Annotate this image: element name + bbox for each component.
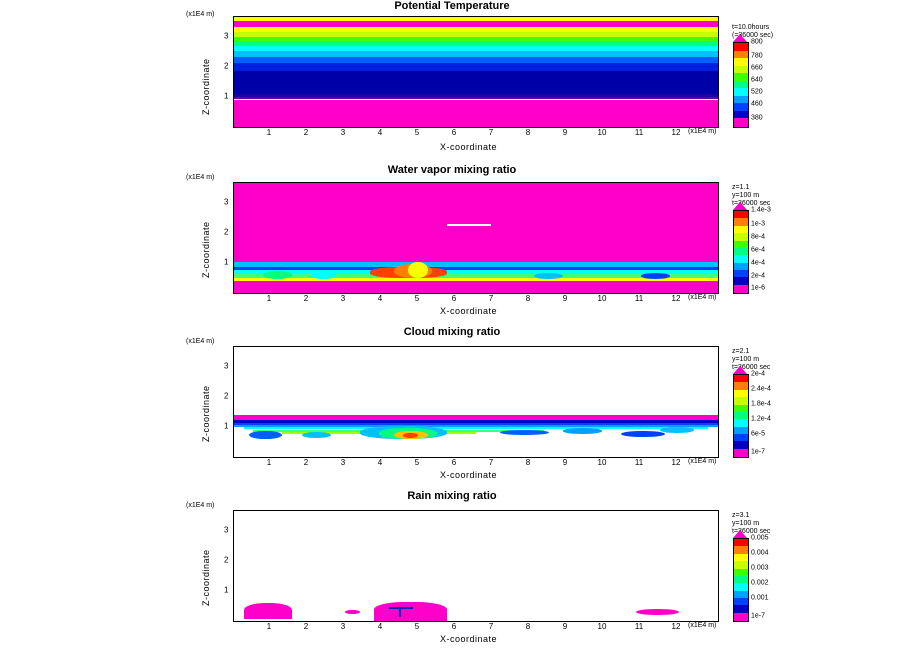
colorbar-meta-line2: (=36000 sec) <box>732 32 774 39</box>
grid-dots <box>234 511 718 621</box>
colorbar-arrow-up <box>733 34 747 42</box>
x-axis-label: X-coordinate <box>440 470 498 480</box>
plot-area-potential-temperature <box>233 16 719 128</box>
panel-water-vapor: Water vapor mixing ratio (x1E4 m) Z-coordinate 1 2 3 4 5 6 7 8 9 10 11 12 1 2 3 (x1E4 m) X-coordinate z=1.1 y=100 m t=36000 sec 1.4e-3 1e-3 8e-4 6e-4 4e-4 2e-4 1e-6 <box>0 160 904 322</box>
colorbar-arrow-up <box>733 366 747 374</box>
colorbar-meta-line1: z=3.1 <box>732 512 750 519</box>
colorbar-arrow-up <box>733 202 747 210</box>
colorbar-meta-line2: y=100 m <box>732 356 760 363</box>
y-unit-label: (x1E4 m) <box>186 174 215 181</box>
panel-title: Cloud mixing ratio <box>403 326 501 338</box>
y-unit-label: (x1E4 m) <box>186 338 215 345</box>
panel-title: Rain mixing ratio <box>407 490 497 502</box>
panel-cloud-mixing-ratio: Cloud mixing ratio (x1E4 m) Z-coordinate 1 2 3 4 5 6 7 8 9 10 11 12 1 2 3 (x1E4 m) X-coordinate z=2.1 y=100 m t=36000 sec 2e-4 2.4e-4 1.8e-4 1.2e-4 6e-5 1e-7 <box>0 322 904 488</box>
colorbar-meta-line1: t=10.0hours <box>732 24 770 31</box>
plot-area-water-vapor <box>233 182 719 294</box>
x-unit-label: (x1E4 m) <box>688 128 717 135</box>
colorbar-meta-line3: t=36000 sec <box>732 200 771 207</box>
x-axis-label: X-coordinate <box>440 306 498 316</box>
y-unit-label: (x1E4 m) <box>186 502 215 509</box>
colorbar-meta-line2: y=100 m <box>732 520 760 527</box>
panel-title: Water vapor mixing ratio <box>387 164 517 176</box>
colorbar-meta-line2: y=100 m <box>732 192 760 199</box>
colorbar-meta-line3: t=36000 sec <box>732 528 771 535</box>
plot-area-rain <box>233 510 719 622</box>
x-unit-label: (x1E4 m) <box>688 294 717 301</box>
grid-dots <box>234 347 718 457</box>
y-axis-label: Z-coordinate <box>201 549 211 606</box>
x-unit-label: (x1E4 m) <box>688 622 717 629</box>
panel-potential-temperature: Potential Temperature (x1E4 m) Z-coordinate 1 2 3 4 5 6 7 8 9 10 11 12 1 2 3 (x1E4 m) X-coordinate t=10.0hours (=36000 sec) 800 780 660 640 520 460 380 <box>0 0 904 160</box>
grid-dots <box>234 183 718 293</box>
colorbar-meta-line3: t=36000 sec <box>732 364 771 371</box>
colorbar-arrow-up <box>733 530 747 538</box>
y-axis-label: Z-coordinate <box>201 385 211 442</box>
grid-dots <box>234 17 718 127</box>
panel-title: Potential Temperature <box>394 0 510 12</box>
colorbar-potential-temperature <box>733 42 749 128</box>
colorbar-water-vapor <box>733 210 749 294</box>
x-axis-label: X-coordinate <box>440 142 498 152</box>
colorbar-cloud <box>733 374 749 458</box>
panel-rain-mixing-ratio: Rain mixing ratio (x1E4 m) Z-coordinate 1 2 3 4 5 6 7 8 9 10 11 12 1 2 3 (x1E4 m) X-coordinate z=3.1 y=100 m t=36000 sec 0.005 0.004 0.003 0.002 0.001 1e-7 <box>0 488 904 654</box>
colorbar-meta-line1: z=2.1 <box>732 348 750 355</box>
colorbar-meta-line1: z=1.1 <box>732 184 750 191</box>
colorbar-rain <box>733 538 749 622</box>
y-axis-label: Z-coordinate <box>201 58 211 115</box>
plot-area-cloud <box>233 346 719 458</box>
x-unit-label: (x1E4 m) <box>688 458 717 465</box>
y-axis-label: Z-coordinate <box>201 221 211 278</box>
x-axis-label: X-coordinate <box>440 634 498 644</box>
y-unit-label: (x1E4 m) <box>186 11 215 18</box>
